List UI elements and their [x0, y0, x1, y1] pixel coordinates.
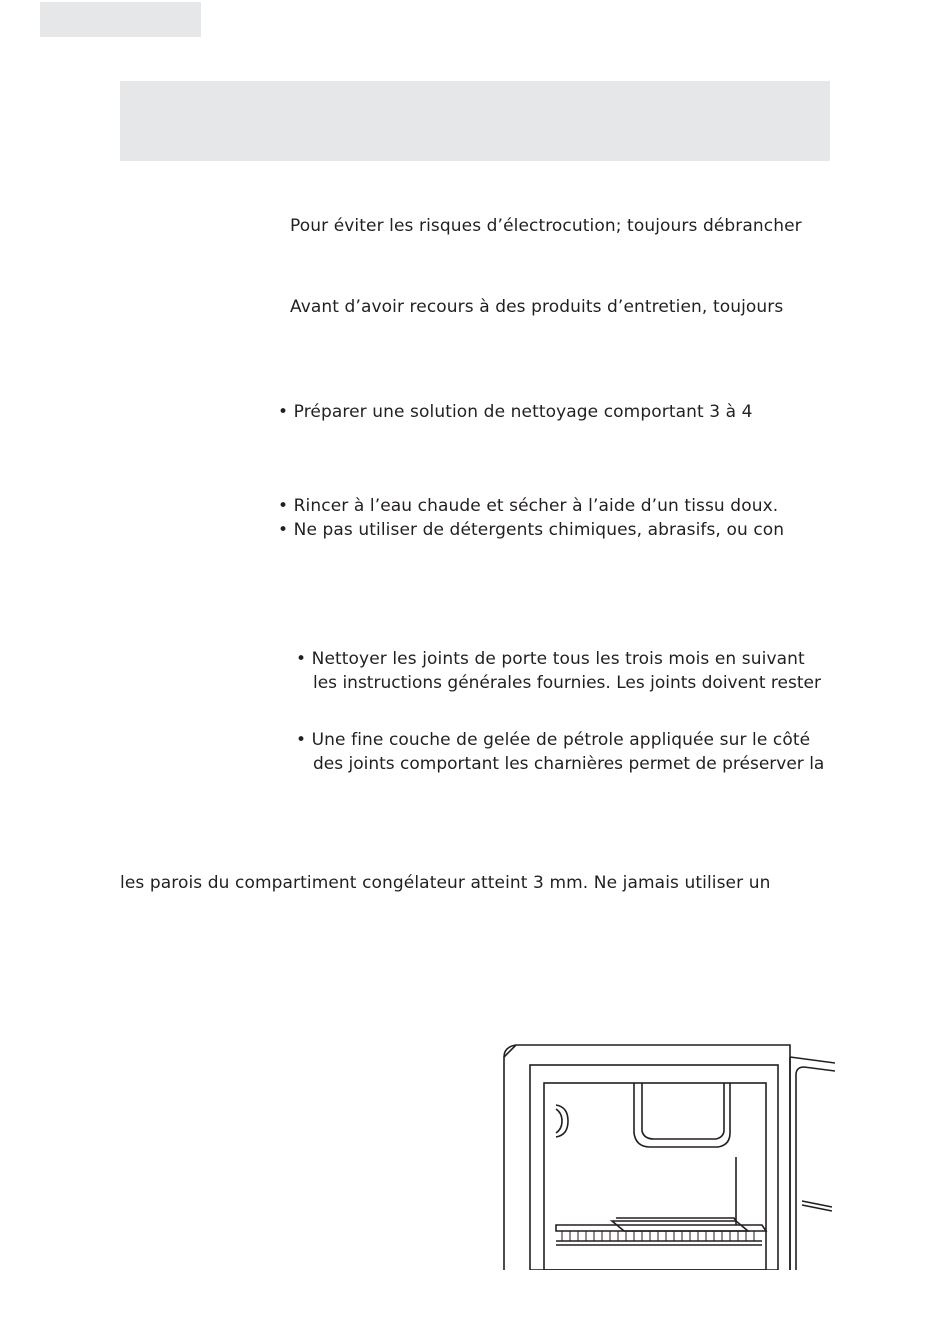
defrost-text: les parois du compartiment congélateur atteint 3 mm. Ne jamais utiliser un	[120, 873, 771, 893]
gasket-bullet-2: • Une fine couche de gelée de pétrole appliquée sur le côté	[296, 728, 810, 752]
section-tab	[40, 2, 201, 37]
section-banner	[120, 81, 830, 161]
cleaning-bullet-3: • Ne pas utiliser de détergents chimiques, abrasifs, ou con	[278, 518, 784, 542]
gasket-bullet-1-continuation: les instructions générales fournies. Les joints doivent rester	[313, 673, 821, 693]
open-refrigerator-illustration	[490, 1035, 835, 1270]
warning-electrocution: Pour éviter les risques d’électrocution; toujours débrancher	[290, 216, 802, 236]
gasket-bullet-2-continuation: des joints comportant les charnières permet de préserver la	[313, 754, 825, 774]
cleaning-bullet-1: • Préparer une solution de nettoyage comportant 3 à 4	[278, 400, 753, 424]
gasket-bullet-1: • Nettoyer les joints de porte tous les trois mois en suivant	[296, 647, 805, 671]
warning-products: Avant d’avoir recours à des produits d’entretien, toujours	[290, 297, 784, 317]
cleaning-bullet-2: • Rincer à l’eau chaude et sécher à l’aide d’un tissu doux.	[278, 494, 778, 518]
